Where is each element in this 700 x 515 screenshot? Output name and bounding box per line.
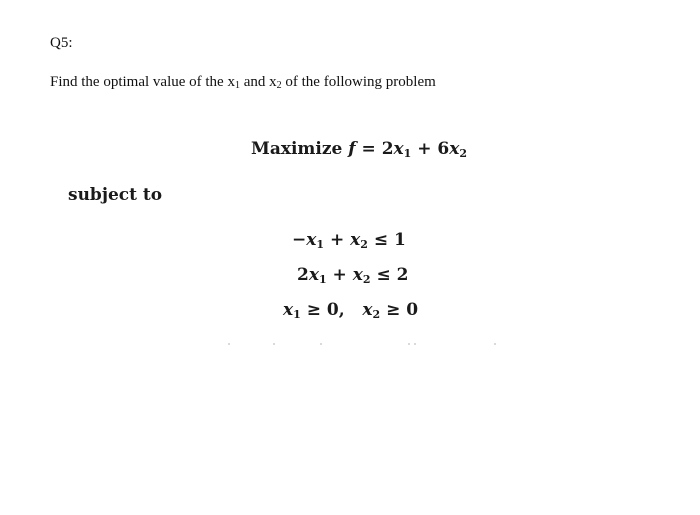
maximize-keyword: Maximize [251, 139, 349, 159]
artifact-dot [228, 343, 230, 345]
c1-rhs: 1 [394, 230, 406, 250]
objective-sub1: 1 [403, 147, 412, 160]
c1-neg: − [292, 230, 307, 250]
artifact-dot [320, 343, 322, 345]
artifact-dot [408, 343, 410, 345]
subject-to-label: subject to [68, 185, 163, 205]
objective-rel: = [355, 139, 382, 159]
c3-sub1: 1 [293, 308, 301, 321]
c2-sub1: 1 [318, 273, 327, 286]
c3-gap [345, 300, 363, 320]
objective-var2: x [449, 139, 460, 159]
prompt-sub-1: 1 [234, 80, 240, 91]
artifact-dot [414, 343, 416, 345]
constraint-3 [283, 300, 418, 321]
c3-rel2: ≥ [380, 300, 407, 320]
objective-func: f [348, 139, 356, 159]
objective-function [251, 139, 467, 160]
question-label: Q5: [50, 35, 73, 51]
c1-sub2: 2 [360, 238, 368, 251]
objective-coef1: 2 [381, 139, 394, 159]
c1-sub1: 1 [316, 238, 325, 251]
constraint-1 [292, 230, 406, 251]
c1-op: + [324, 230, 351, 250]
objective-op: + [411, 139, 438, 159]
c3-rhs1: 0, [326, 300, 345, 320]
c2-var1: x [308, 265, 319, 285]
c1-rel: ≤ [367, 230, 395, 250]
c2-op: + [326, 265, 353, 285]
question-prompt [50, 74, 436, 91]
prompt-text-2: and x [239, 74, 277, 90]
c3-sub2: 2 [372, 308, 381, 321]
artifact-dot [494, 343, 496, 345]
c2-coef1: 2 [297, 265, 309, 285]
c3-rhs2: 0 [406, 300, 419, 320]
c3-var1: x [283, 300, 294, 320]
objective-coef2: 6 [437, 139, 450, 159]
prompt-text-3: of the following problem [281, 74, 436, 90]
prompt-text-1: Find the optimal value of the x [50, 74, 235, 90]
c2-sub2: 2 [362, 273, 371, 286]
c2-var2: x [352, 265, 363, 285]
prompt-sub-2: 2 [276, 80, 282, 91]
c1-var2: x [350, 230, 361, 250]
constraint-2 [297, 265, 408, 286]
c3-var2: x [362, 300, 373, 320]
objective-sub2: 2 [459, 147, 468, 160]
scan-artifact-dots [228, 341, 498, 347]
objective-var1: x [393, 139, 404, 159]
c1-var1: x [306, 230, 317, 250]
c2-rhs: 2 [396, 265, 409, 285]
artifact-dot [273, 343, 275, 345]
c3-rel1: ≥ [300, 300, 327, 320]
c2-rel: ≤ [370, 265, 397, 285]
